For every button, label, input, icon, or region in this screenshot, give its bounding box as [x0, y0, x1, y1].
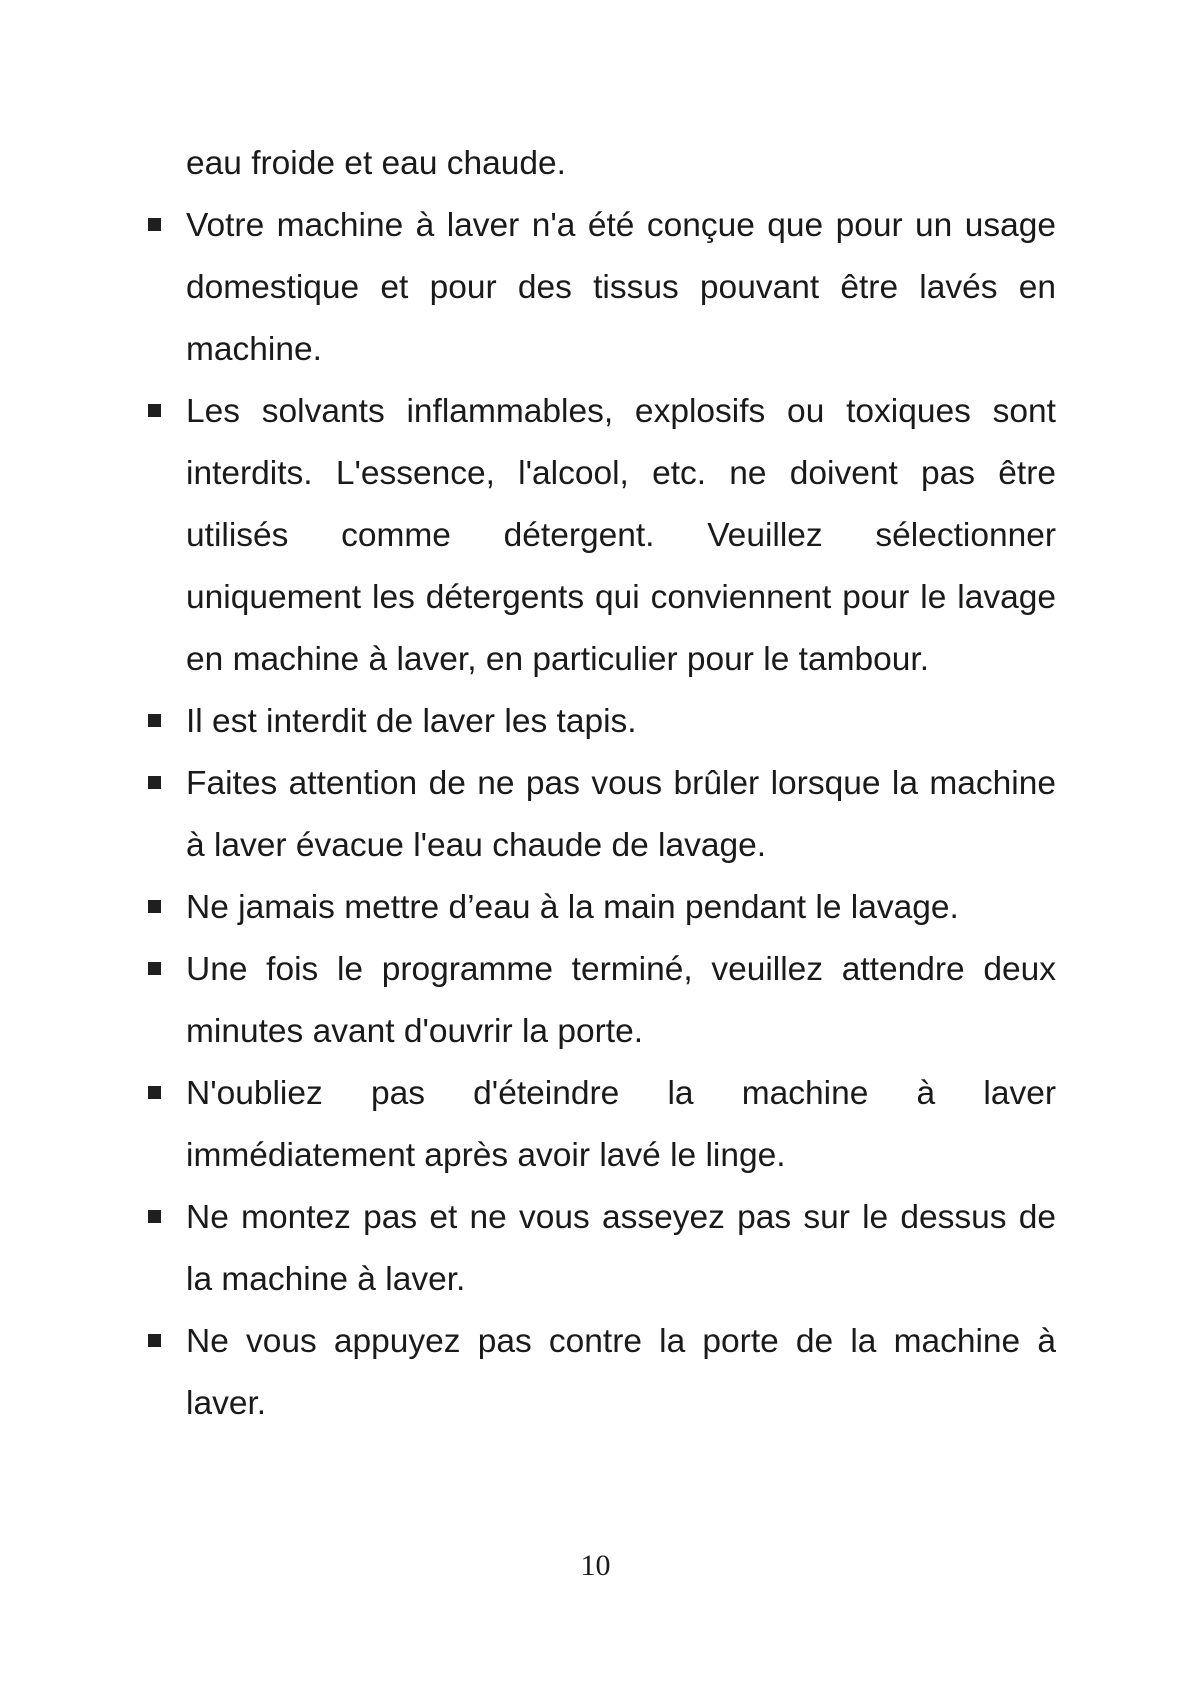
list-item — [186, 691, 1056, 753]
list-item-text: Une fois le programme terminé, veuillez attendre deux minutes avant d'ouvrir la porte. — [186, 951, 1056, 1050]
square-bullet-icon — [148, 1210, 161, 1223]
list-item-text: Ne vous appuyez pas contre la porte de la machine à laver. — [186, 1323, 1056, 1422]
list-item-text: Ne jamais mettre d’eau à la main pendant le lavage. — [186, 889, 959, 926]
square-bullet-icon — [148, 1334, 161, 1347]
list-item — [186, 1187, 1056, 1311]
list-item — [186, 1311, 1056, 1435]
list-item — [186, 381, 1056, 691]
safety-list — [186, 195, 1056, 1435]
list-item — [186, 195, 1056, 381]
list-item-text: Faites attention de ne pas vous brûler lorsque la machine à laver évacue l'eau chaude de lavage. — [186, 765, 1056, 864]
square-bullet-icon — [148, 900, 161, 913]
square-bullet-icon — [148, 962, 161, 975]
list-item-text: Il est interdit de laver les tapis. — [186, 703, 637, 740]
square-bullet-icon — [148, 404, 161, 417]
list-item — [186, 877, 1056, 939]
page-content — [186, 133, 1056, 1435]
list-item-text: Les solvants inflammables, explosifs ou toxiques sont interdits. L'essence, l'alcool, etc. ne doivent pas être utilisés comme détergent. Veuillez sélectionner uniquement les détergents qui conviennent pour le lavage en machine à laver, en particulier pour le tambour. — [186, 393, 1056, 678]
list-item-text: Votre machine à laver n'a été conçue que pour un usage domestique et pour des tissus pouvant être lavés en machine. — [186, 207, 1056, 368]
page-number: 10 — [580, 1549, 611, 1582]
square-bullet-icon — [148, 218, 161, 231]
square-bullet-icon — [148, 714, 161, 727]
list-item-text: N'oubliez pas d'éteindre la machine à laver immédiatement après avoir lavé le linge. — [186, 1075, 1056, 1174]
list-item — [186, 1063, 1056, 1187]
square-bullet-icon — [148, 1086, 161, 1099]
list-item — [186, 753, 1056, 877]
square-bullet-icon — [148, 776, 161, 789]
continuation-paragraph: eau froide et eau chaude. — [186, 145, 566, 182]
list-item — [186, 939, 1056, 1063]
list-item-text: Ne montez pas et ne vous asseyez pas sur le dessus de la machine à laver. — [186, 1199, 1056, 1298]
